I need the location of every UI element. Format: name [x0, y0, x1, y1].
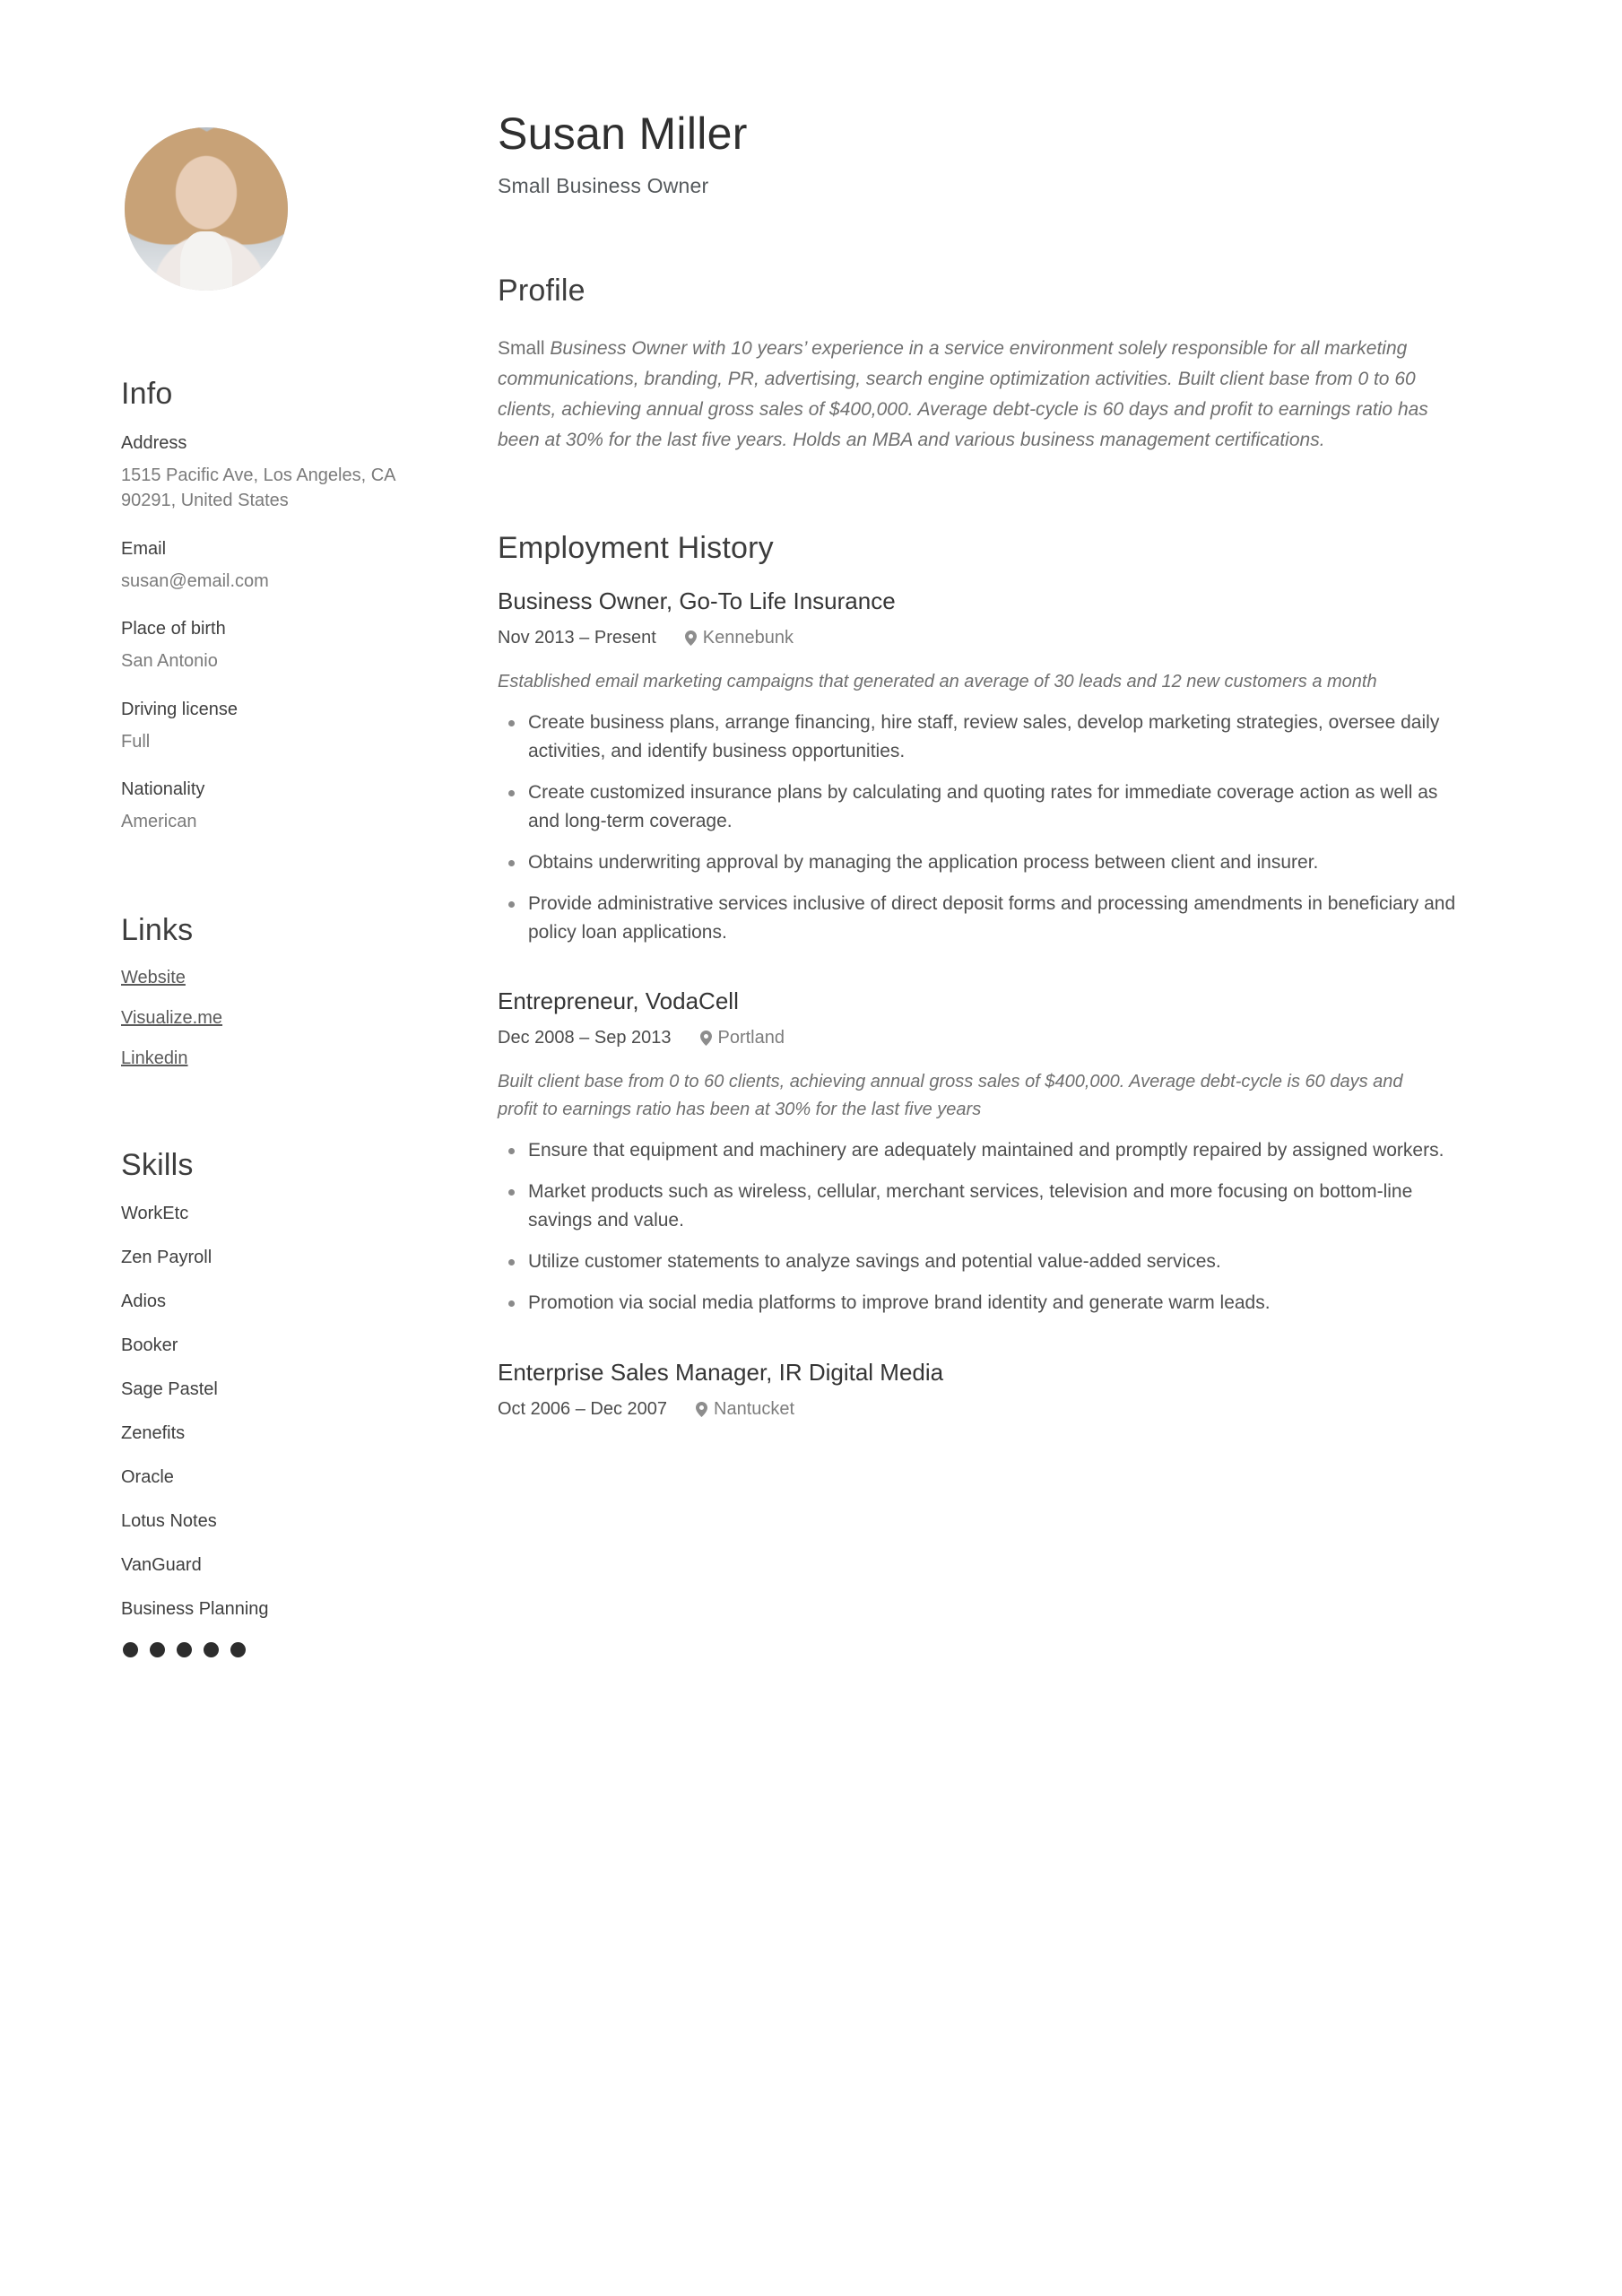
info-item-address [121, 431, 403, 514]
job-summary: Established email marketing campaigns that generated an average of 30 leads and 12 new customers a month [498, 672, 1377, 692]
job-bullet: Utilize customer statements to analyze savings and potential value-added services. [528, 1248, 1474, 1276]
job-date: Oct 2006 – Dec 2007 [498, 1398, 668, 1419]
profile-paragraph [498, 334, 1430, 456]
info-label: Driving license [121, 699, 239, 719]
info-label: Email [121, 538, 167, 559]
job-bullet: Create customized insurance plans by calculating and quoting rates for immediate coverage action as well as and long-term coverage. [528, 778, 1474, 836]
rating-dot [150, 1642, 165, 1657]
link-website[interactable]: Website [121, 968, 186, 988]
info-label: Address [121, 433, 187, 453]
resume-layout [121, 108, 1501, 1657]
skill-item: VanGuard [121, 1555, 202, 1576]
location-pin-icon [700, 1031, 712, 1046]
sidebar [121, 108, 439, 1657]
rating-dot [204, 1642, 219, 1657]
job-bullet: Create business plans, arrange financing, hire staff, review sales, develop marketing strategies, oversee daily activities, and identify business opportunities. [528, 709, 1474, 766]
job-location-label: Portland [717, 1028, 785, 1048]
info-value: American [121, 811, 197, 831]
job-heading: Business Owner, Go-To Life Insurance [498, 587, 896, 615]
skill-item: Oracle [121, 1467, 174, 1488]
profile-lead: Small [498, 338, 545, 359]
job-entry-3 [498, 1359, 1501, 1420]
skill-rating-dots [123, 1642, 403, 1657]
info-item-place-of-birth [121, 617, 403, 674]
profile-section-title: Profile [498, 274, 585, 308]
skill-item: Zen Payroll [121, 1248, 213, 1268]
job-location-label: Kennebunk [702, 628, 794, 648]
job-meta [498, 628, 1501, 648]
location-pin-icon [685, 631, 697, 646]
job-location [685, 628, 794, 648]
info-item-email [121, 537, 403, 594]
links-section-title: Links [121, 913, 194, 948]
link-linkedin[interactable]: Linkedin [121, 1048, 188, 1069]
skill-item: Zenefits [121, 1423, 186, 1444]
info-value: San Antonio [121, 651, 218, 672]
info-section-title: Info [121, 377, 173, 411]
job-date: Nov 2013 – Present [498, 628, 656, 648]
job-bullet: Ensure that equipment and machinery are adequately maintained and promptly repaired by assigned workers. [528, 1136, 1474, 1165]
job-location-label: Nantucket [714, 1398, 795, 1419]
job-meta [498, 1399, 1501, 1420]
job-bullet: Obtains underwriting approval by managing the application process between client and insurer. [528, 848, 1474, 877]
skill-item: Adios [121, 1292, 167, 1312]
rating-dot [230, 1642, 246, 1657]
avatar-image [125, 127, 288, 291]
info-label: Nationality [121, 778, 205, 799]
job-heading: Entrepreneur, VodaCell [498, 987, 739, 1015]
job-date: Dec 2008 – Sep 2013 [498, 1028, 672, 1048]
skill-item: Lotus Notes [121, 1511, 217, 1532]
skill-item: Business Planning [121, 1599, 269, 1620]
job-bullets [498, 709, 1501, 946]
employment-list [498, 587, 1501, 1420]
job-summary: Built client base from 0 to 60 clients, achieving annual gross sales of $400,000. Average debt-cycle is 60 days and profit to earnings ratio has been at 30% for the last five years [498, 1072, 1403, 1120]
info-item-nationality [121, 778, 403, 834]
rating-dot [177, 1642, 192, 1657]
info-value: susan@email.com [121, 570, 269, 591]
header-job-title: Small Business Owner [498, 174, 709, 197]
skill-item: Booker [121, 1335, 178, 1356]
job-bullet: Provide administrative services inclusive of direct deposit forms and processing amendments in beneficiary and policy loan applications. [528, 890, 1474, 947]
location-pin-icon [696, 1402, 707, 1417]
profile-body: Business Owner with 10 years’ experience in a service environment solely responsible for all marketing communications, branding, PR, advertising, search engine optimization activities. Built client base from 0 to 60 clients, achieving annual gross sales of $400,000. Average debt-cycle is 60 days and profit to earnings ratio has been at 30% for the last five years. Holds an MBA and various business management certifications. [498, 338, 1428, 451]
info-label: Place of birth [121, 619, 226, 639]
job-entry-2 [498, 987, 1501, 1318]
job-location [700, 1028, 785, 1048]
main-content [439, 108, 1501, 1439]
employment-section-title: Employment History [498, 531, 774, 566]
page-title: Susan Miller [498, 109, 748, 159]
avatar [125, 127, 288, 291]
job-heading: Enterprise Sales Manager, IR Digital Media [498, 1358, 944, 1386]
info-value: 1515 Pacific Ave, Los Angeles, CA 90291, United States [121, 465, 395, 511]
info-value: Full [121, 731, 151, 752]
skill-item: WorkEtc [121, 1204, 189, 1224]
job-entry-1 [498, 587, 1501, 946]
job-bullet: Promotion via social media platforms to improve brand identity and generate warm leads. [528, 1289, 1474, 1318]
info-item-driving-license [121, 698, 403, 754]
skill-item: Sage Pastel [121, 1379, 218, 1400]
skills-section-title: Skills [121, 1148, 194, 1183]
job-meta [498, 1028, 1501, 1048]
job-location [696, 1399, 794, 1420]
rating-dot [123, 1642, 138, 1657]
job-bullet: Market products such as wireless, cellular, merchant services, television and more focusing on bottom-line savings and value. [528, 1178, 1474, 1235]
job-bullets [498, 1136, 1501, 1318]
link-visualize-me[interactable]: Visualize.me [121, 1008, 223, 1029]
